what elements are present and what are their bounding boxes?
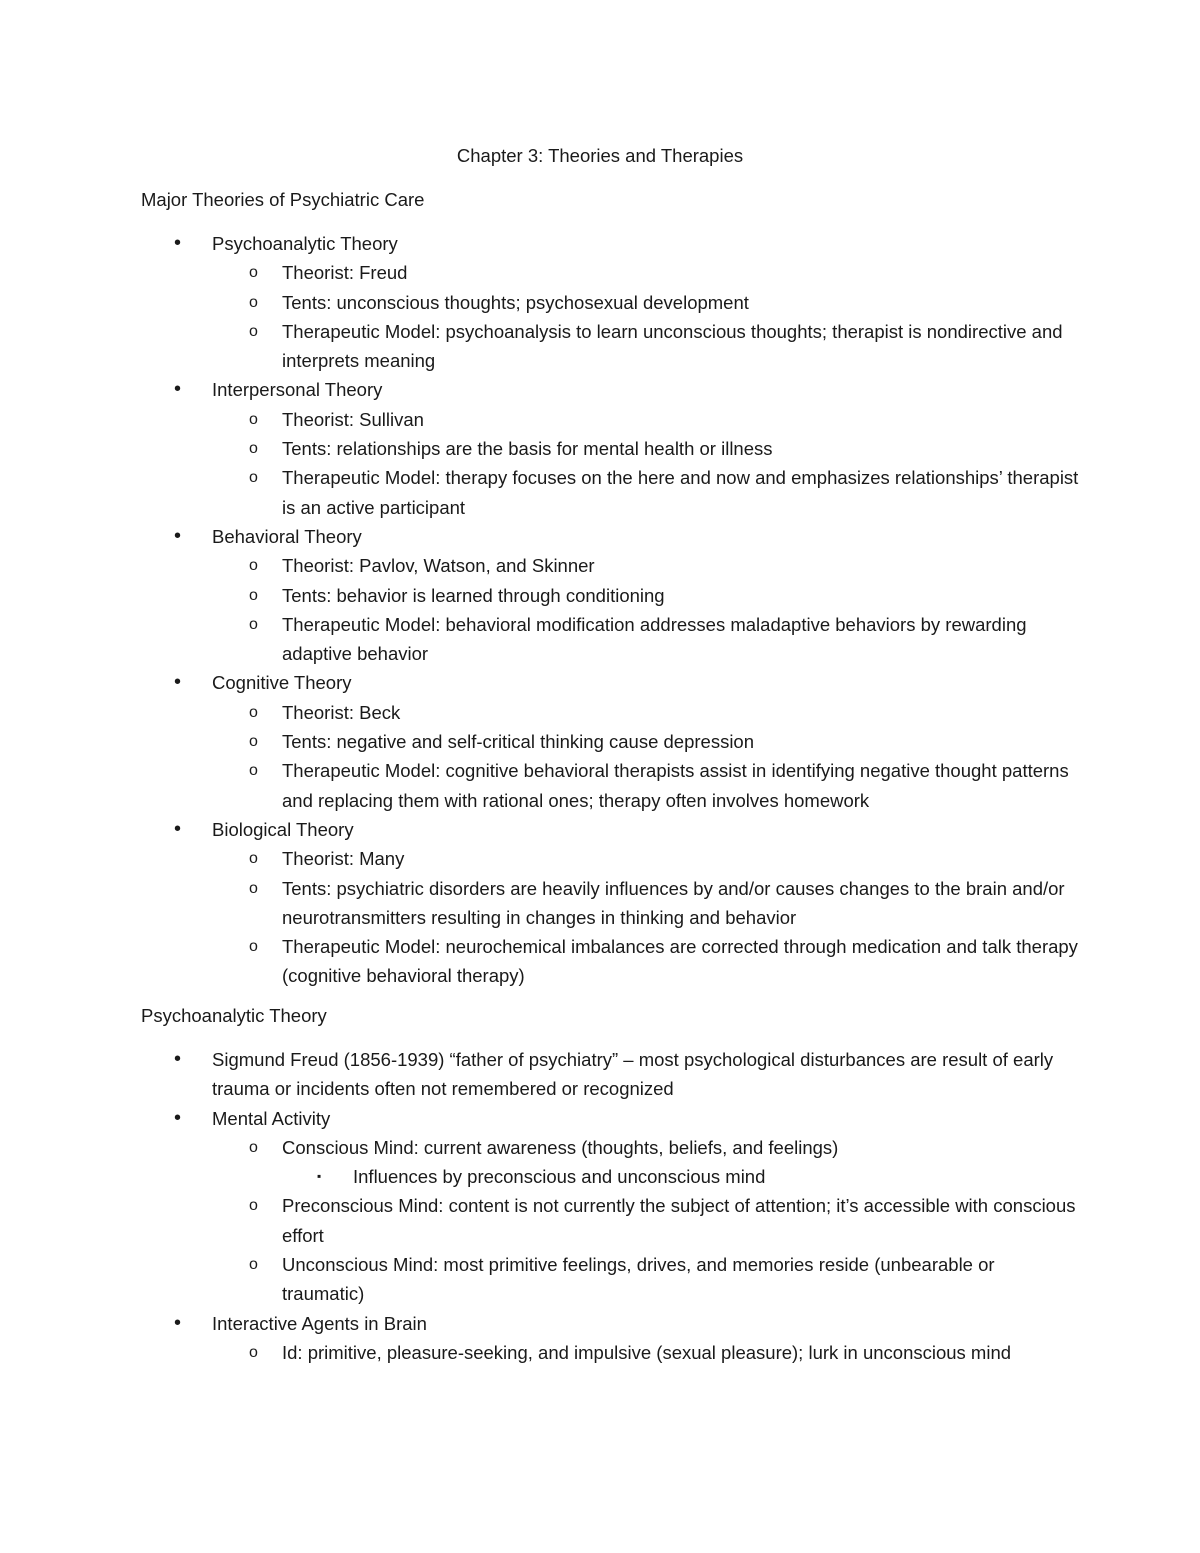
circle-bullet-icon: o	[249, 1138, 258, 1156]
list-item	[0, 1162, 1200, 1191]
circle-bullet-icon: o	[249, 938, 258, 956]
list-item	[0, 522, 1200, 551]
circle-bullet-icon: o	[249, 733, 258, 751]
list-item	[0, 375, 1200, 404]
bullet-icon: •	[174, 1311, 182, 1334]
theory-name: Behavioral Theory	[212, 525, 362, 547]
circle-bullet-icon: o	[249, 615, 258, 633]
list-item	[0, 581, 1200, 610]
list-item	[0, 551, 1200, 580]
list-item	[0, 229, 1200, 258]
section-heading-psychoanalytic: Psychoanalytic Theory	[141, 1005, 327, 1026]
bullet-icon: •	[174, 524, 182, 547]
list-item	[0, 463, 1200, 522]
theorist-text: Theorist: Freud	[282, 262, 408, 284]
list-item	[0, 698, 1200, 727]
theorist-text: Theorist: Pavlov, Watson, and Skinner	[282, 555, 595, 577]
list-item	[0, 317, 1200, 376]
circle-bullet-icon: o	[249, 440, 258, 458]
psychoanalytic-list	[0, 1045, 1200, 1367]
unconscious-text: Unconscious Mind: most primitive feelings, drives, and memories reside (unbearable or traumatic)	[282, 1254, 995, 1305]
page-title: Chapter 3: Theories and Therapies	[456, 145, 744, 166]
bullet-icon: •	[174, 232, 182, 254]
circle-bullet-icon: o	[249, 1343, 258, 1361]
bullet-icon: •	[174, 671, 182, 694]
circle-bullet-icon: o	[249, 762, 258, 780]
circle-bullet-icon: o	[249, 1197, 258, 1215]
bullet-icon: •	[174, 817, 182, 840]
list-item	[0, 434, 1200, 463]
tents-text: Tents: unconscious thoughts; psychosexual development	[282, 291, 749, 313]
conscious-text: Conscious Mind: current awareness (thoughts, beliefs, and feelings)	[282, 1136, 839, 1158]
list-item	[0, 1104, 1200, 1133]
freud-text: Sigmund Freud (1856-1939) “father of psychiatry” – most psychological disturbances are result of early trauma or incidents often not remembered or recognized	[212, 1049, 1054, 1100]
circle-bullet-icon: o	[249, 879, 258, 897]
tents-text: Tents: behavior is learned through conditioning	[282, 584, 665, 606]
list-item	[0, 815, 1200, 844]
section-heading-major-theories: Major Theories of Psychiatric Care	[141, 189, 425, 210]
list-item	[0, 1309, 1200, 1338]
theorist-text: Theorist: Sullivan	[282, 408, 424, 430]
circle-bullet-icon: o	[249, 703, 258, 721]
id-text: Id: primitive, pleasure-seeking, and impulsive (sexual pleasure); lurk in unconscious mind	[282, 1341, 1012, 1363]
square-bullet-icon: ▪	[317, 1169, 322, 1184]
list-item	[0, 1191, 1200, 1250]
list-item	[0, 610, 1200, 669]
theory-name: Cognitive Theory	[212, 672, 352, 694]
list-item	[0, 668, 1200, 697]
conscious-sub-text: Influences by preconscious and unconscious mind	[353, 1166, 766, 1188]
circle-bullet-icon: o	[249, 469, 258, 487]
bullet-icon: •	[174, 378, 182, 401]
circle-bullet-icon: o	[249, 1256, 258, 1274]
theorist-text: Theorist: Beck	[282, 701, 401, 723]
list-item	[0, 1045, 1200, 1104]
preconscious-text: Preconscious Mind: content is not currently the subject of attention; it’s accessible with conscious effort	[282, 1195, 1076, 1246]
list-item	[0, 1250, 1200, 1309]
list-item	[0, 874, 1200, 933]
list-item	[0, 756, 1200, 815]
theories-list	[0, 229, 1200, 991]
theory-name: Biological Theory	[212, 818, 354, 840]
list-item	[0, 258, 1200, 287]
list-item	[0, 405, 1200, 434]
list-item	[0, 1133, 1200, 1162]
model-text: Therapeutic Model: cognitive behavioral therapists assist in identifying negative thought patterns and replacing them with rational ones; therapy often involves homework	[282, 760, 1069, 811]
theorist-text: Theorist: Many	[282, 848, 405, 870]
model-text: Therapeutic Model: behavioral modification addresses maladaptive behaviors by rewarding adaptive behavior	[282, 613, 1027, 665]
circle-bullet-icon: o	[249, 410, 258, 428]
circle-bullet-icon: o	[249, 293, 258, 311]
bullet-icon: •	[174, 1048, 182, 1070]
theory-name: Psychoanalytic Theory	[212, 233, 398, 254]
agents-label: Interactive Agents in Brain	[212, 1312, 427, 1334]
bullet-icon: •	[174, 1106, 182, 1129]
circle-bullet-icon: o	[249, 586, 258, 604]
list-item	[0, 932, 1200, 991]
tents-text: Tents: negative and self-critical thinking cause depression	[282, 731, 755, 753]
model-text: Therapeutic Model: psychoanalysis to learn unconscious thoughts; therapist is nondirective and interprets meaning	[282, 320, 1063, 372]
mental-activity-label: Mental Activity	[212, 1107, 331, 1129]
list-item	[0, 844, 1200, 873]
circle-bullet-icon: o	[249, 322, 258, 340]
circle-bullet-icon: o	[249, 557, 258, 575]
tents-text: Tents: psychiatric disorders are heavily influences by and/or causes changes to the brain and/or neurotransmitters resulting in changes in thinking and behavior	[282, 877, 1065, 928]
theory-name: Interpersonal Theory	[212, 379, 383, 401]
circle-bullet-icon: o	[249, 850, 258, 868]
tents-text: Tents: relationships are the basis for mental health or illness	[282, 438, 773, 460]
list-item	[0, 288, 1200, 317]
model-text: Therapeutic Model: neurochemical imbalances are corrected through medication and talk therapy (cognitive behavioral therapy)	[282, 936, 1078, 987]
model-text: Therapeutic Model: therapy focuses on the here and now and emphasizes relationships’ therapist is an active participant	[282, 467, 1079, 518]
list-item	[0, 1338, 1200, 1367]
list-item	[0, 727, 1200, 756]
circle-bullet-icon: o	[249, 264, 258, 282]
